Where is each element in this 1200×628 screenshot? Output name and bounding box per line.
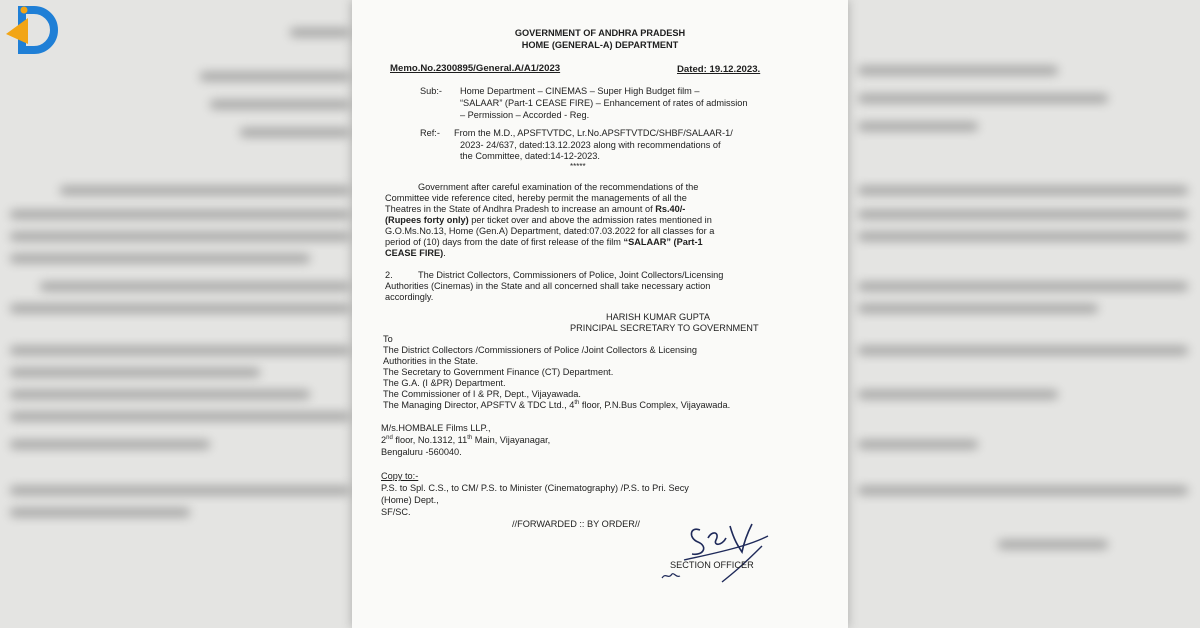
subject-line: “SALAAR” (Part-1 CEASE FIRE) – Enhancement of rates of admission [460,98,748,108]
blurred-background-left [0,0,352,628]
forwarded-by-order: //FORWARDED :: BY ORDER// [512,519,640,529]
signatory-name: HARISH KUMAR GUPTA [606,312,710,322]
para1-line: CEASE FIRE). [385,248,446,258]
para2-line: The District Collectors, Commissioners of Police, Joint Collectors/Licensing [418,270,724,280]
to-line: Authorities in the State. [383,356,478,366]
copy-to-label: Copy to:- [381,471,419,481]
handwritten-signature-icon [682,516,777,586]
para2-number: 2. [385,270,393,280]
film-name-cont: CEASE FIRE) [385,248,444,258]
amount-words: (Rupees forty only) [385,215,469,225]
to-line: The G.A. (I &PR) Department. [383,378,506,388]
copy-to-line: (Home) Dept., [381,495,439,505]
copy-to-line: P.S. to Spl. C.S., to CM/ P.S. to Minister (Cinematography) /P.S. to Pri. Secy [381,483,689,493]
para1-line: Committee vide reference cited, hereby permit the managements of all the [385,193,687,203]
memo-date: Dated: 19.12.2023. [677,64,761,75]
to-line: The District Collectors /Commissioners of Police /Joint Collectors & Licensing [383,345,698,355]
handwritten-initial-icon [660,570,682,582]
separator-stars: ***** [570,162,586,171]
to-line: The Secretary to Government Finance (CT) Department. [383,367,614,377]
blurred-background-right [848,0,1200,628]
para1-line: period of (10) days from the date of first release of the film “SALAAR” (Part-1 [385,237,703,247]
para1-line: G.O.Ms.No.13, Home (Gen.A) Department, dated:07.03.2022 for all classes for a [385,226,715,236]
hombale-line: M/s.HOMBALE Films LLP., [381,423,491,433]
reference-line: the Committee, dated:14-12-2023. [460,151,600,161]
brand-logo-icon[interactable] [4,4,64,54]
copy-to-line: SF/SC. [381,507,411,517]
to-label: To [383,334,393,344]
subject-line: – Permission – Accorded - Reg. [460,110,590,120]
hombale-line: 2nd floor, No.1312, 11th Main, Vijayanagar, [381,434,551,445]
hombale-line: Bengaluru -560040. [381,447,462,457]
para2-line: accordingly. [385,292,434,302]
subject-line: Home Department – CINEMAS – Super High Budget film – [460,86,700,96]
film-name: “SALAAR” (Part-1 [623,237,703,247]
para2-line: Authorities (Cinemas) in the State and all concerned shall take necessary action [385,281,711,291]
para1-line: Government after careful examination of the recommendations of the [418,182,699,192]
memo-number: Memo.No.2300895/General.A/A1/2023 [390,63,561,74]
para1-line: (Rupees forty only) per ticket over and above the admission rates mentioned in [385,215,712,225]
para1-line: Theatres in the State of Andhra Pradesh to increase an amount of Rs.40/- [385,204,686,214]
subject-label: Sub:- [420,86,442,96]
signatory-title: PRINCIPAL SECRETARY TO GOVERNMENT [570,323,759,333]
govt-header-line1: GOVERNMENT OF ANDHRA PRADESH [514,28,686,38]
reference-label: Ref:- [420,128,440,138]
govt-header-line2: HOME (GENERAL-A) DEPARTMENT [521,40,679,50]
government-memo-document [352,0,848,628]
to-line: The Managing Director, APSFTV & TDC Ltd., 4th floor, P.N.Bus Complex, Vijayawada. [383,399,731,410]
reference-line: From the M.D., APSFTVTDC, Lr.No.APSFTVTDC/SHBF/SALAAR-1/ [454,128,733,138]
amount-text: Rs.40/- [655,204,686,214]
to-line: The Commissioner of I & PR, Dept., Vijayawada. [383,389,581,399]
reference-line: 2023- 24/637, dated:13.12.2023 along with recommendations of [460,140,721,150]
section-officer: SECTION OFFICER [670,560,754,570]
